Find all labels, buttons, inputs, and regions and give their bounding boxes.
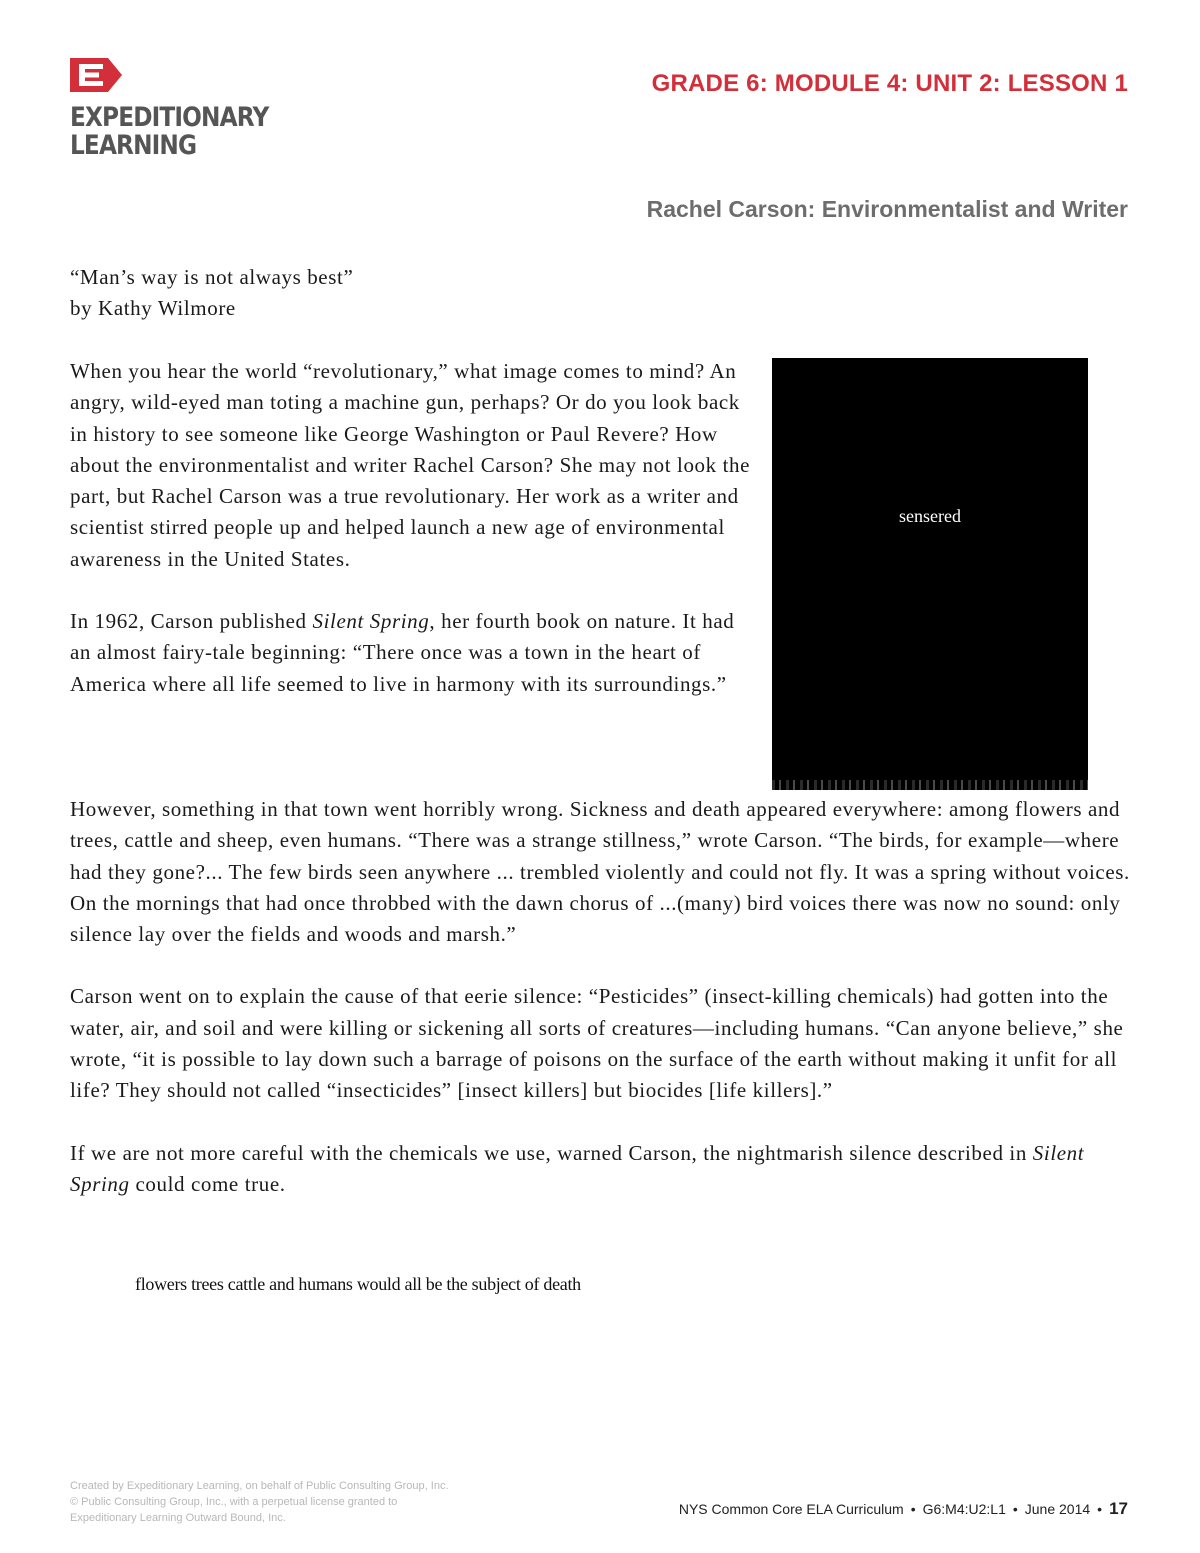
paragraph-4: Carson went on to explain the cause of that eerie silence: “Pesticides” (insect-killing chemicals) had gotten into the water, air, and soil and were killing or sickening all sorts of creatures—including humans. “Can anyone believe,” she wrote, “it is possible to lay down such a barrage of poisons on the surface of the earth without making it unfit for all life? They should not called “insecticides” [insect killers] but biocides [life killers].” xyxy=(70,984,1124,1103)
article-byline: by Kathy Wilmore xyxy=(70,296,236,321)
logo-e-flag-icon xyxy=(70,58,122,92)
footer-separator: • xyxy=(1097,1501,1103,1517)
paragraph-1: When you hear the world “revolutionary,” what image comes to mind? An angry, wild-eyed man toting a machine gun, perhaps? Or do you look back in history to see someone like George Washington or Paul Revere? How about the environmentalist and writer Rachel Carson? She may not look the part, but Rachel Carson was a true revolutionary. Her work as a writer and scientist stirred people up and helped launch a new age of environmental awareness in the United States. xyxy=(70,359,751,571)
footer-credit-line-1: Created by Expeditionary Learning, on behalf of Public Consulting Group, Inc. xyxy=(70,1480,449,1492)
article-body xyxy=(70,794,1134,1200)
document-subtitle: Rachel Carson: Environmentalist and Writer xyxy=(646,196,1128,222)
logo-line-2: LEARNING xyxy=(70,130,197,161)
paragraph-5 xyxy=(70,1138,1134,1201)
footer-separator: • xyxy=(910,1501,916,1517)
footer-credit-line-2: © Public Consulting Group, Inc., with a perpetual license granted to xyxy=(70,1496,398,1508)
redacted-photo xyxy=(772,358,1088,790)
footer-curriculum: NYS Common Core ELA Curriculum xyxy=(678,1501,904,1517)
paragraph-2-end: , her fourth book on nature. It had an almost fairy-tale beginning: “There once was a town in the heart of America where all life seemed to live in harmony with its surroundings.” xyxy=(70,609,735,696)
footer-credit xyxy=(70,1478,550,1526)
photo-label: sensered xyxy=(899,506,961,526)
book-title: Silent Spring xyxy=(312,609,430,634)
footer-date: June 2014 xyxy=(1024,1501,1091,1517)
book-title: Silent Spring xyxy=(70,1140,1085,1196)
paragraph-3: However, something in that town went horribly wrong. Sickness and death appeared everywhere: among flowers and trees, cattle and sheep, even humans. “There was a strange stillness,” wrote Carson. “The birds, for example—where had they gone?... The few birds seen anywhere ... trembled violently and could not fly. It was a spring without voices. On the mornings that had once throbbed with the dawn chorus of ...(many) bird voices there was now no sound: only silence lay over the fields and woods and marsh.” xyxy=(70,797,1130,947)
paragraph-2 xyxy=(70,606,760,700)
student-note: flowers trees cattle and humans would all be the subject of death xyxy=(135,1274,581,1294)
footer-separator: • xyxy=(1012,1501,1018,1517)
expeditionary-learning-logo xyxy=(70,58,270,160)
article-intro xyxy=(70,356,760,700)
photo-bottom-edge xyxy=(772,780,1088,790)
paragraph-5-end: could come true. xyxy=(129,1171,286,1196)
logo-wordmark xyxy=(70,102,269,161)
article-title: “Man’s way is not always best” xyxy=(70,265,354,289)
paragraph-5-start: If we are not more careful with the chemicals we use, warned Carson, the nightmarish silence described in xyxy=(70,1140,1033,1165)
page-number: 17 xyxy=(1109,1499,1128,1518)
paragraph-2-start: In 1962, Carson published xyxy=(70,609,313,634)
lesson-header: GRADE 6: MODULE 4: UNIT 2: LESSON 1 xyxy=(651,70,1128,97)
footer-credit-line-3: Expeditionary Learning Outward Bound, Inc. xyxy=(70,1512,286,1524)
logo-line-1: EXPEDITIONARY xyxy=(70,102,269,133)
footer-code: G6:M4:U2:L1 xyxy=(922,1501,1006,1517)
footer-info xyxy=(679,1499,1128,1519)
article-heading xyxy=(70,262,770,325)
